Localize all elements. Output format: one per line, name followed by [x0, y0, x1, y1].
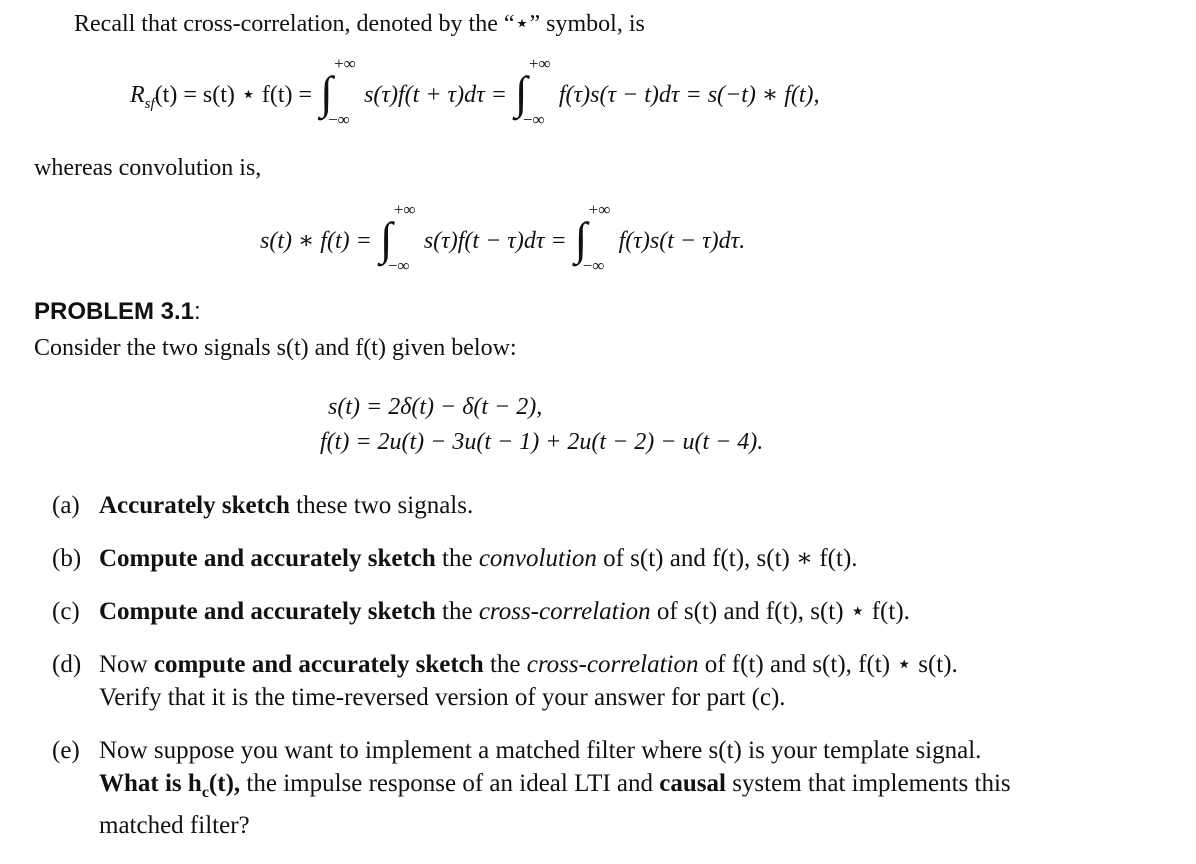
part-e-line2-rest: system that implements this — [725, 770, 1011, 797]
eq-cross-lhs-rest: (t) = s(t) ⋆ f(t) = — [154, 82, 313, 108]
integral-upper-limit: +∞ — [334, 54, 356, 74]
part-e-line1: Now suppose you want to implement a matched filter where s(t) is your template signal. — [99, 737, 982, 764]
part-d — [52, 648, 958, 714]
part-d-bold: compute and accurately sketch — [153, 651, 484, 678]
integral-upper-limit: +∞ — [528, 54, 551, 74]
part-d-rest: of f(t) and s(t), f(t) ⋆ s(t). — [698, 651, 958, 678]
part-e-bold2: causal — [659, 770, 726, 797]
part-c-bold: Compute and accurately sketch — [99, 598, 436, 625]
cross-correlation-equation — [130, 54, 820, 130]
problem-heading-colon: : — [194, 298, 201, 325]
part-b — [52, 542, 858, 575]
part-b-mid: the — [435, 545, 479, 572]
eq-conv-lhs: s(t) ∗ f(t) = — [260, 228, 372, 254]
signal-s-text: s(t) = 2δ(t) − δ(t − 2), — [328, 394, 543, 420]
part-e-label: (e) — [52, 737, 80, 764]
part-c-label: (c) — [52, 598, 80, 625]
part-e-bold1-sub: c — [201, 784, 209, 801]
part-b-rest: of s(t) and f(t), s(t) ∗ f(t). — [596, 545, 858, 572]
eq-cross-lhs: R — [130, 82, 145, 108]
part-e-line2 — [52, 767, 1011, 809]
part-d-label: (d) — [52, 651, 82, 678]
part-d-em: cross-correlation — [526, 651, 699, 678]
part-b-em: convolution — [478, 545, 597, 572]
signal-f-definition — [320, 427, 763, 457]
part-c-em: cross-correlation — [478, 598, 651, 625]
problem-heading — [34, 297, 201, 327]
signal-s-definition — [328, 392, 542, 422]
part-a-bold: Accurately sketch — [99, 492, 290, 519]
integral-lower-limit: −∞ — [522, 110, 545, 130]
integral-upper-limit: +∞ — [393, 200, 416, 220]
problem-consider-text: Consider the two signals s(t) and f(t) given below: — [34, 335, 517, 361]
part-d-pre: Now — [99, 651, 154, 678]
eq-cross-integrand-1: s(τ)f(t + τ)dτ = — [364, 82, 507, 108]
part-e-line2-mid: the impulse response of an ideal LTI and — [240, 770, 660, 797]
part-d-mid: the — [483, 651, 527, 678]
integral-sign-4: ∫ +∞ −∞ — [574, 200, 611, 276]
part-c-mid: the — [435, 598, 479, 625]
integral-lower-limit: −∞ — [328, 110, 350, 130]
eq-cross-lhs-sub: sf — [144, 95, 155, 112]
integral-lower-limit: −∞ — [582, 256, 605, 276]
eq-conv-integrand-1: s(τ)f(t − τ)dτ = — [423, 228, 567, 254]
integral-upper-limit: +∞ — [588, 200, 611, 220]
part-a — [52, 489, 473, 522]
part-b-label: (b) — [52, 545, 82, 572]
part-d-line2: Verify that it is the time-reversed version of your answer for part (c). — [99, 684, 786, 711]
part-a-rest: these two signals. — [289, 492, 474, 519]
part-b-bold: Compute and accurately sketch — [99, 545, 436, 572]
signal-f-text: f(t) = 2u(t) − 3u(t − 1) + 2u(t − 2) − u(t − 4). — [320, 429, 764, 455]
part-a-label: (a) — [52, 492, 80, 519]
part-c-rest: of s(t) and f(t), s(t) ⋆ f(t). — [650, 598, 910, 625]
convolution-equation — [260, 200, 746, 276]
part-e-bold1: What is h — [99, 770, 202, 797]
integral-sign-1: ∫ +∞ −∞ — [320, 54, 356, 130]
eq-cross-integrand-2: f(τ)s(τ − t)dτ = s(−t) ∗ f(t), — [558, 82, 820, 108]
intro-recall-text: Recall that cross-correlation, denoted by the “⋆” symbol, is — [74, 11, 645, 37]
intro-whereas-text: whereas convolution is, — [34, 155, 262, 181]
integral-sign-2: ∫ +∞ −∞ — [514, 54, 551, 130]
part-e — [52, 734, 1011, 842]
eq-conv-integrand-2: f(τ)s(t − τ)dτ. — [618, 228, 746, 254]
part-c — [52, 595, 910, 628]
integral-lower-limit: −∞ — [387, 256, 410, 276]
integral-sign-3: ∫ +∞ −∞ — [379, 200, 416, 276]
problem-heading-text: PROBLEM 3.1 — [34, 298, 195, 325]
part-e-bold1-rest: (t), — [208, 770, 241, 797]
part-e-line3: matched filter? — [99, 812, 250, 839]
